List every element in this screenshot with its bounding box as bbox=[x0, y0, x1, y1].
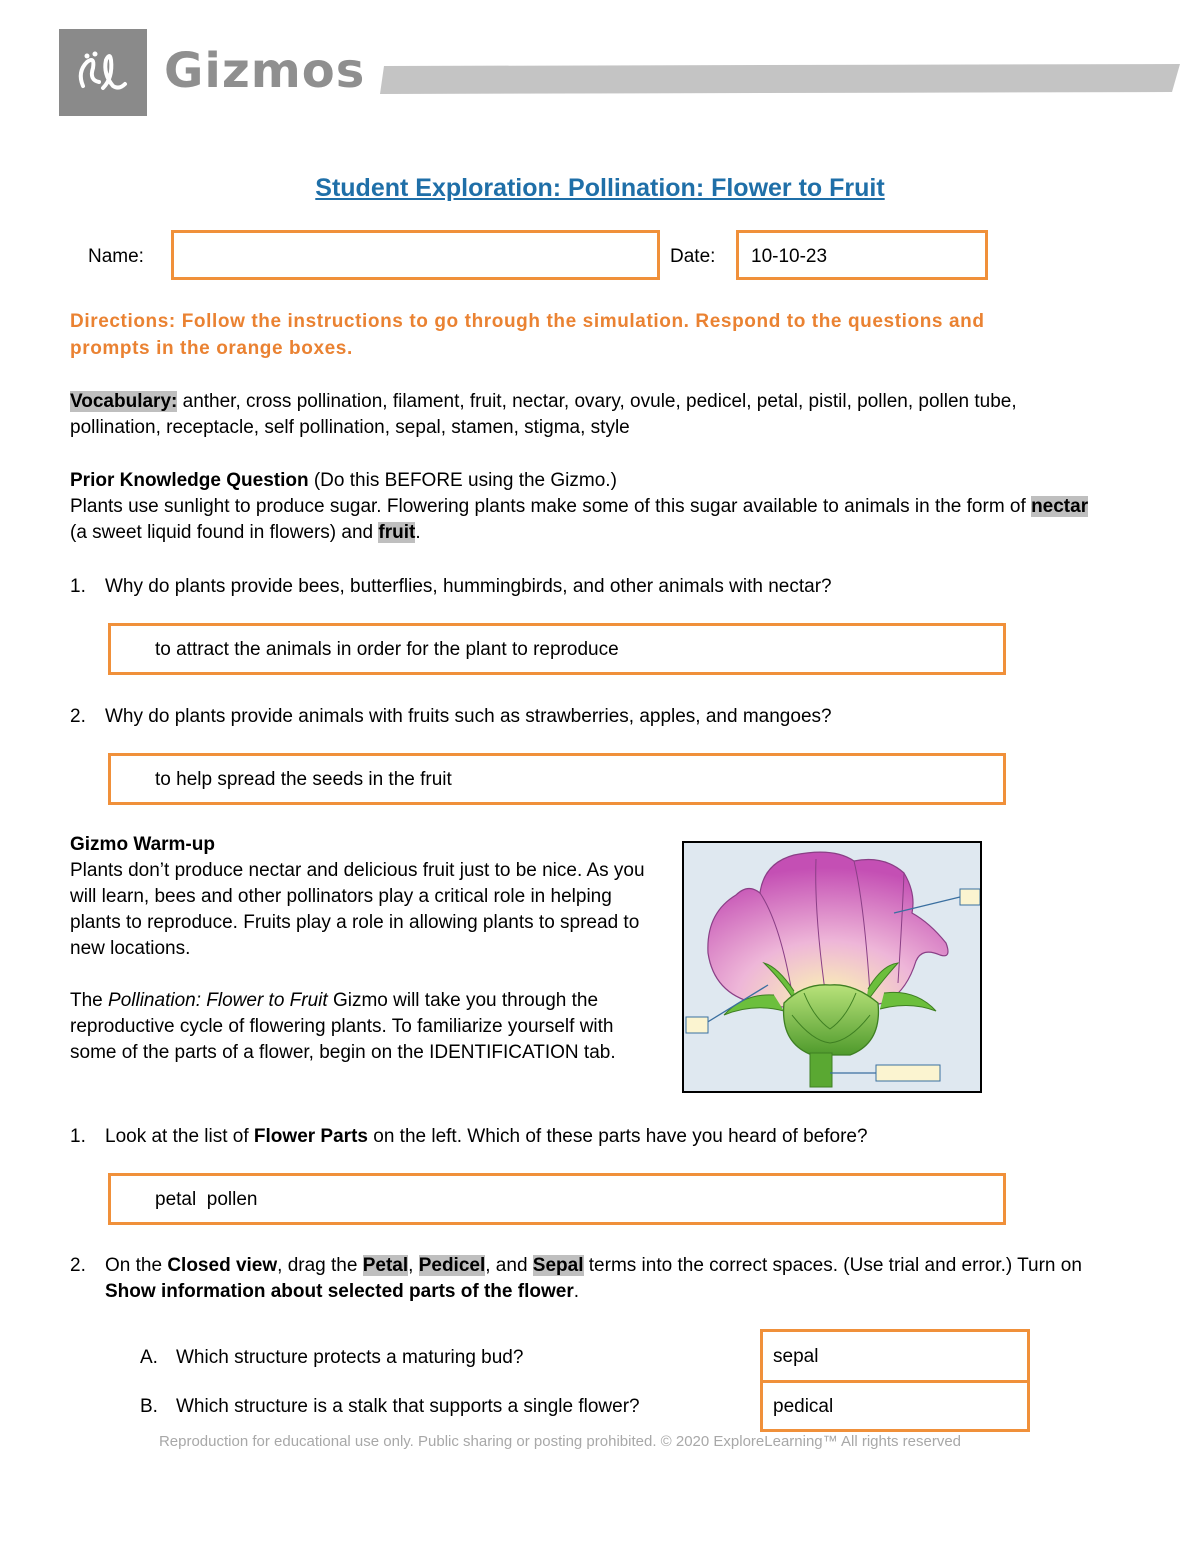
directions: Directions: Follow the instructions to go through the simulation. Respond to the questions and prompts in the orange boxes. bbox=[70, 311, 985, 359]
vocabulary-list: anther, cross pollination, filament, fruit, nectar, ovary, ovule, pedicel, petal, pistil, pollen, pollen tube, pollination, receptacle, self pollination, sepal, stamen, stigma, style bbox=[70, 391, 1017, 438]
warmup-question-1 bbox=[0, 1124, 1200, 1150]
prior-text-3: . bbox=[415, 522, 421, 543]
answer-text: sepal bbox=[773, 1346, 819, 1367]
subquestion-b bbox=[140, 1394, 640, 1420]
subquestion-a bbox=[140, 1345, 524, 1371]
date-label: Date: bbox=[670, 246, 716, 267]
warmup-paragraph-1: Plants don’t produce nectar and delicious fruit just to be nice. As you will learn, bees and other pollinators play a critical role in helping plants to reproduce. Fruits play a role in allowing plants to spread to new locations. bbox=[70, 860, 645, 959]
subquestion-letter: A. bbox=[140, 1347, 158, 1368]
answer-text: to help spread the seeds in the fruit bbox=[155, 769, 452, 790]
flower-illustration bbox=[684, 843, 980, 1091]
vocabulary bbox=[70, 389, 1110, 441]
question-number: 1. bbox=[70, 1126, 86, 1147]
question-text: Why do plants provide bees, butterflies, hummingbirds, and other animals with nectar? bbox=[105, 576, 832, 597]
term-nectar: nectar bbox=[1031, 496, 1089, 517]
answer-box-warmup-1[interactable] bbox=[108, 1173, 1006, 1225]
term-sepal: Sepal bbox=[532, 1255, 584, 1276]
warmup-p2-pre: The bbox=[70, 990, 109, 1011]
q2-t4: , and bbox=[485, 1255, 533, 1276]
name-label: Name: bbox=[88, 246, 144, 267]
flower-diagram bbox=[682, 841, 982, 1093]
logo-icon bbox=[73, 48, 133, 98]
q2-closed-view: Closed view bbox=[167, 1255, 278, 1276]
q2-t3: , bbox=[408, 1255, 419, 1276]
q2-t5: terms into the correct spaces. (Use trial and error.) Turn on bbox=[583, 1255, 1082, 1276]
explorelearning-logo bbox=[59, 29, 147, 116]
subquestion-text: Which structure is a stalk that supports a single flower? bbox=[176, 1396, 640, 1417]
warmup-paragraph-2 bbox=[70, 988, 640, 1066]
copyright-footer: Reproduction for educational use only. Public sharing or posting prohibited. © 2020 ExploreLearning™ All rights reserved bbox=[158, 1433, 962, 1450]
answer-box-sub-b[interactable] bbox=[760, 1380, 1030, 1432]
q2-show-info: Show information about selected parts of the flower bbox=[105, 1281, 574, 1302]
q2-t6: . bbox=[573, 1281, 579, 1302]
warmup-question-2 bbox=[0, 1253, 1200, 1305]
prior-heading-note: (Do this BEFORE using the Gizmo.) bbox=[308, 470, 617, 491]
q1-post: on the left. Which of these parts have you heard of before? bbox=[367, 1126, 868, 1147]
answer-box-sub-a[interactable] bbox=[760, 1329, 1030, 1383]
question-text bbox=[105, 1124, 1095, 1150]
q1-pre: Look at the list of bbox=[105, 1126, 254, 1147]
subquestion-text: Which structure protects a maturing bud? bbox=[176, 1347, 524, 1368]
date-value: 10-10-23 bbox=[751, 246, 828, 267]
subquestion-letter: B. bbox=[140, 1396, 158, 1417]
q1-bold: Flower Parts bbox=[253, 1126, 368, 1147]
answer-text: pedical bbox=[773, 1396, 834, 1417]
answer-text: petal pollen bbox=[155, 1189, 258, 1210]
warmup-heading: Gizmo Warm-up bbox=[70, 834, 215, 855]
q2-t2: , drag the bbox=[277, 1255, 363, 1276]
answer-box-prior-2[interactable] bbox=[108, 753, 1006, 805]
term-petal: Petal bbox=[362, 1255, 409, 1276]
gizmo-name: Pollination: Flower to Fruit bbox=[108, 990, 328, 1011]
vocabulary-label: Vocabulary: bbox=[70, 391, 178, 412]
answer-box-prior-1[interactable] bbox=[108, 623, 1006, 675]
page-title: Student Exploration: Pollination: Flower to Fruit bbox=[315, 174, 885, 202]
name-field[interactable] bbox=[171, 230, 660, 280]
question-number: 2. bbox=[70, 706, 86, 727]
prior-question-2 bbox=[0, 704, 1200, 730]
date-field[interactable] bbox=[736, 230, 988, 280]
question-number: 1. bbox=[70, 576, 86, 597]
prior-question-1 bbox=[0, 574, 1200, 600]
prior-knowledge bbox=[70, 468, 1110, 546]
brand-name: Gizmos bbox=[164, 43, 366, 99]
prior-heading: Prior Knowledge Question bbox=[70, 470, 309, 491]
warmup-section bbox=[70, 832, 670, 1066]
warmup-p2-post: Gizmo will take you through the reproductive cycle of flowering plants. To familiarize yourself with some of the parts of a flower, begin on the IDENTIFICATION tab. bbox=[70, 990, 616, 1063]
question-text: Why do plants provide animals with fruits such as strawberries, apples, and mangoes? bbox=[105, 706, 832, 727]
q2-t1: On the bbox=[105, 1255, 168, 1276]
term-pedicel: Pedicel bbox=[418, 1255, 486, 1276]
question-text bbox=[105, 1253, 1095, 1305]
prior-text-2: (a sweet liquid found in flowers) and bbox=[70, 522, 379, 543]
prior-text-1: Plants use sunlight to produce sugar. Flowering plants make some of this sugar available to animals in the form of bbox=[70, 496, 1032, 517]
question-number: 2. bbox=[70, 1255, 86, 1276]
term-fruit: fruit bbox=[378, 522, 416, 543]
answer-text: to attract the animals in order for the plant to reproduce bbox=[155, 639, 619, 660]
